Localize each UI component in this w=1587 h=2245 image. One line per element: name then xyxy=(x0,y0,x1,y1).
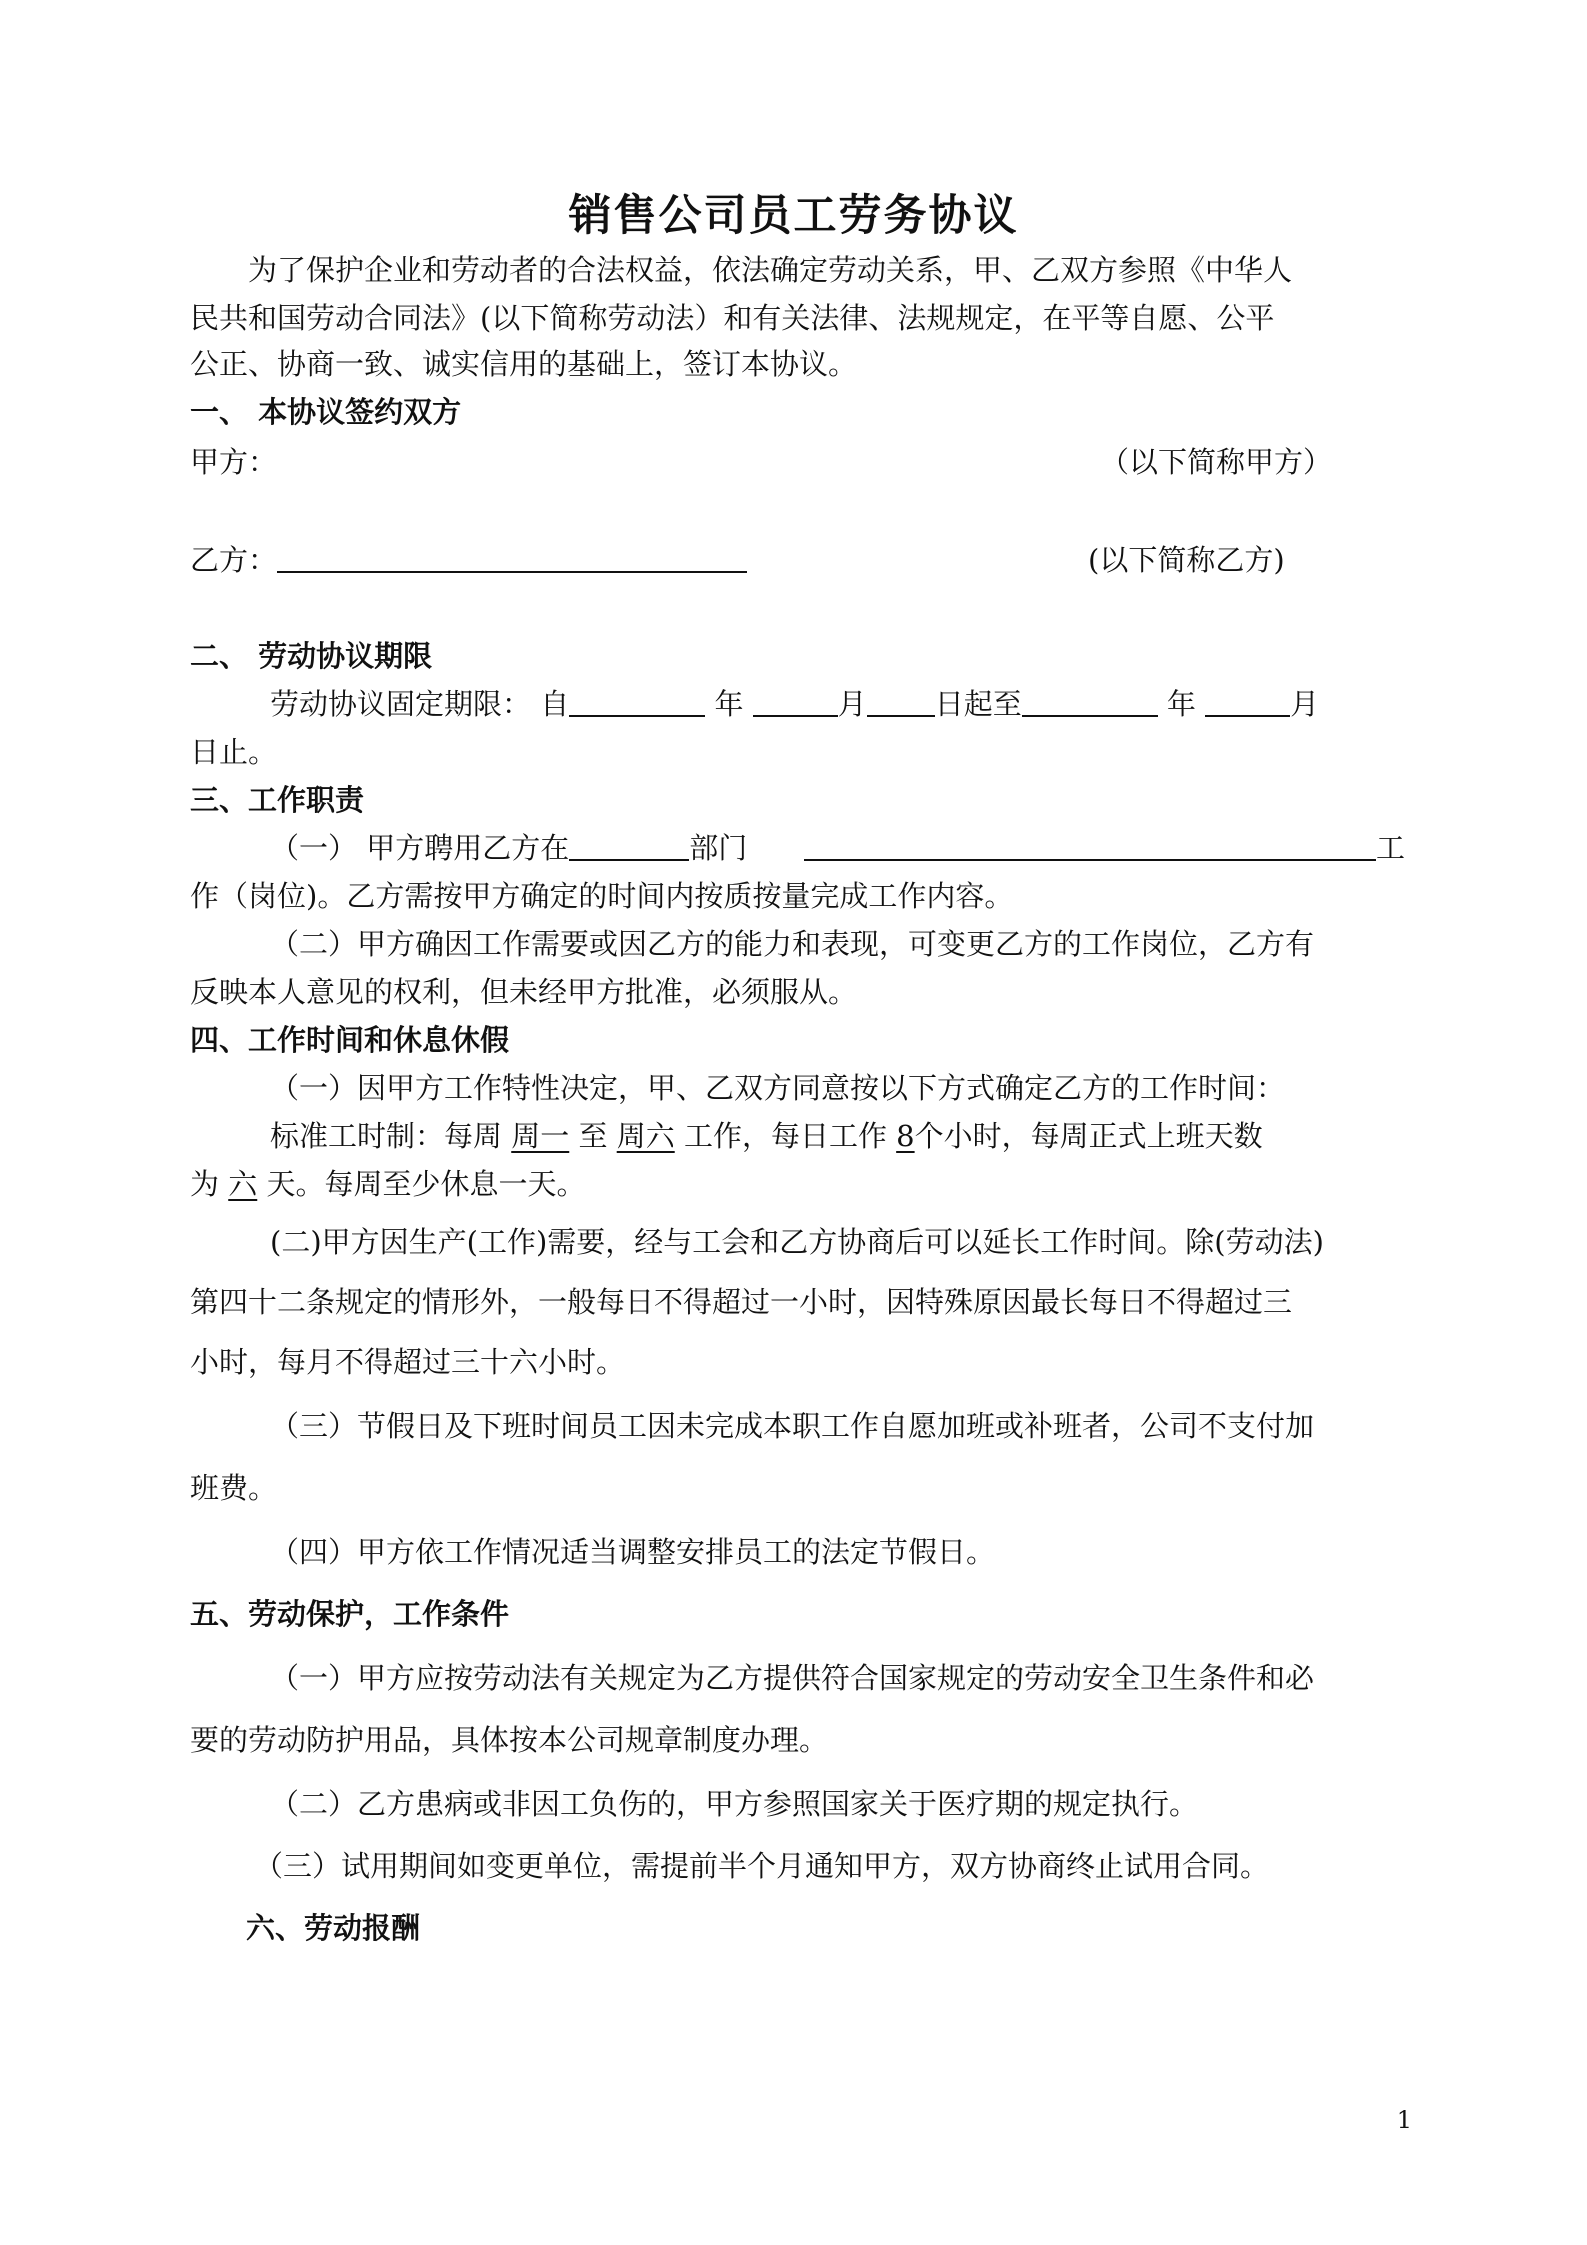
page-title: 销售公司员工劳务协议 xyxy=(568,191,1019,241)
month-label: 月 xyxy=(1290,687,1320,721)
department-label: 部门 xyxy=(689,831,748,865)
overtime-para-line-3: 小时，每月不得超过三十六小时。 xyxy=(190,1345,626,1379)
overtime-para-line-1: (二)甲方因生产(工作)需要，经与工会和乙方协商后可以延长工作时间。除(劳动法) xyxy=(270,1225,1324,1259)
intro-line-2: 民共和国劳动合同法》(以下简称劳动法）和有关法律、法规规定，在平等自愿、公平 xyxy=(190,301,1275,335)
page-number: 1 xyxy=(1396,2106,1412,2134)
duty-para-2-line-1: （二）甲方确因工作需要或因乙方的能力和表现，可变更乙方的工作岗位，乙方有 xyxy=(270,927,1315,961)
section-6-heading: 六、劳动报酬 xyxy=(246,1911,421,1945)
duty-para-2-line-2: 反映本人意见的权利，但未经甲方批准，必须服从。 xyxy=(190,975,858,1009)
department-blank[interactable] xyxy=(569,829,689,861)
section-5-heading: 五、劳动保护，工作条件 xyxy=(190,1597,510,1631)
weekly-days-line xyxy=(190,1164,585,1204)
position-blank-line xyxy=(804,828,1405,868)
weekly-days-suffix: 天。每周至少休息一天。 xyxy=(266,1167,586,1201)
term-from-label: 劳动协议固定期限： 自 xyxy=(270,687,570,721)
work-day-from: 周一 xyxy=(511,1119,570,1153)
holiday-para-line-1: （三）节假日及下班时间员工因未完成本职工作自愿加班或补班者，公司不支付加 xyxy=(270,1409,1315,1443)
party-a-note: （以下简称甲方） xyxy=(1100,445,1333,479)
term-line xyxy=(270,684,1319,724)
month-label: 月 xyxy=(837,687,867,721)
daily-work-label: 工作，每日工作 xyxy=(683,1119,897,1153)
overtime-para-line-2: 第四十二条规定的情形外，一般每日不得超过一小时，因特殊原因最长每日不得超过三 xyxy=(190,1285,1293,1319)
weekly-days-value: 六 xyxy=(228,1167,258,1201)
start-month-blank[interactable] xyxy=(753,685,838,717)
party-b-note: (以下简称乙方) xyxy=(1088,543,1285,577)
section-2-heading: 二、 劳动协议期限 xyxy=(190,639,433,673)
duty-text-end: 工 xyxy=(1376,831,1406,865)
to-label: 至 xyxy=(578,1119,608,1153)
holiday-para-4: （四）甲方依工作情况适当调整安排员工的法定节假日。 xyxy=(270,1535,996,1569)
standard-hours-label: 标准工时制：每周 xyxy=(270,1119,503,1153)
duty-line-1 xyxy=(270,828,747,868)
protection-para-1-line-2: 要的劳动防护用品，具体按本公司规章制度办理。 xyxy=(190,1723,829,1757)
intro-line-3: 公正、协商一致、诚实信用的基础上，签订本协议。 xyxy=(190,347,858,381)
work-day-to: 周六 xyxy=(616,1119,675,1153)
weekly-days-prefix: 为 xyxy=(190,1167,220,1201)
protection-para-1-line-1: （一）甲方应按劳动法有关规定为乙方提供符合国家规定的劳动安全卫生条件和必 xyxy=(270,1661,1315,1695)
day-to-label: 日起至 xyxy=(934,687,1022,721)
section-4-heading: 四、工作时间和休息休假 xyxy=(190,1023,510,1057)
position-blank[interactable] xyxy=(804,829,1376,861)
end-year-blank[interactable] xyxy=(1022,685,1158,717)
term-line-2: 日止。 xyxy=(190,735,278,769)
section-1-heading: 一、 本协议签约双方 xyxy=(190,395,462,429)
end-month-blank[interactable] xyxy=(1205,685,1290,717)
weekly-days-label: 个小时，每周正式上班天数 xyxy=(914,1119,1263,1153)
party-b-line xyxy=(190,540,747,580)
holiday-para-line-2: 班费。 xyxy=(190,1471,278,1505)
start-day-blank[interactable] xyxy=(867,685,935,717)
standard-hours-line xyxy=(270,1116,1263,1156)
duty-text: （一） 甲方聘用乙方在 xyxy=(270,831,570,865)
intro-line-1: 为了保护企业和劳动者的合法权益，依法确定劳动关系，甲、乙双方参照《中华人 xyxy=(248,253,1293,287)
start-year-blank[interactable] xyxy=(569,685,705,717)
section-3-heading: 三、工作职责 xyxy=(190,783,365,817)
protection-para-2: （二）乙方患病或非因工负伤的，甲方参照国家关于医疗期的规定执行。 xyxy=(270,1787,1199,1821)
year-label: 年 xyxy=(714,687,744,721)
year-label: 年 xyxy=(1166,687,1196,721)
protection-para-3: （三）试用期间如变更单位，需提前半个月通知甲方，双方协商终止试用合同。 xyxy=(254,1849,1270,1883)
duty-line-2: 作（岗位)。乙方需按甲方确定的时间内按质按量完成工作内容。 xyxy=(190,879,1014,913)
party-b-blank[interactable] xyxy=(277,541,747,573)
worktime-para-1: （一）因甲方工作特性决定，甲、乙双方同意按以下方式确定乙方的工作时间： xyxy=(270,1071,1286,1105)
daily-hours-value: 8 xyxy=(896,1119,915,1153)
party-b-label: 乙方： xyxy=(190,543,278,577)
party-a-label: 甲方： xyxy=(190,445,278,479)
